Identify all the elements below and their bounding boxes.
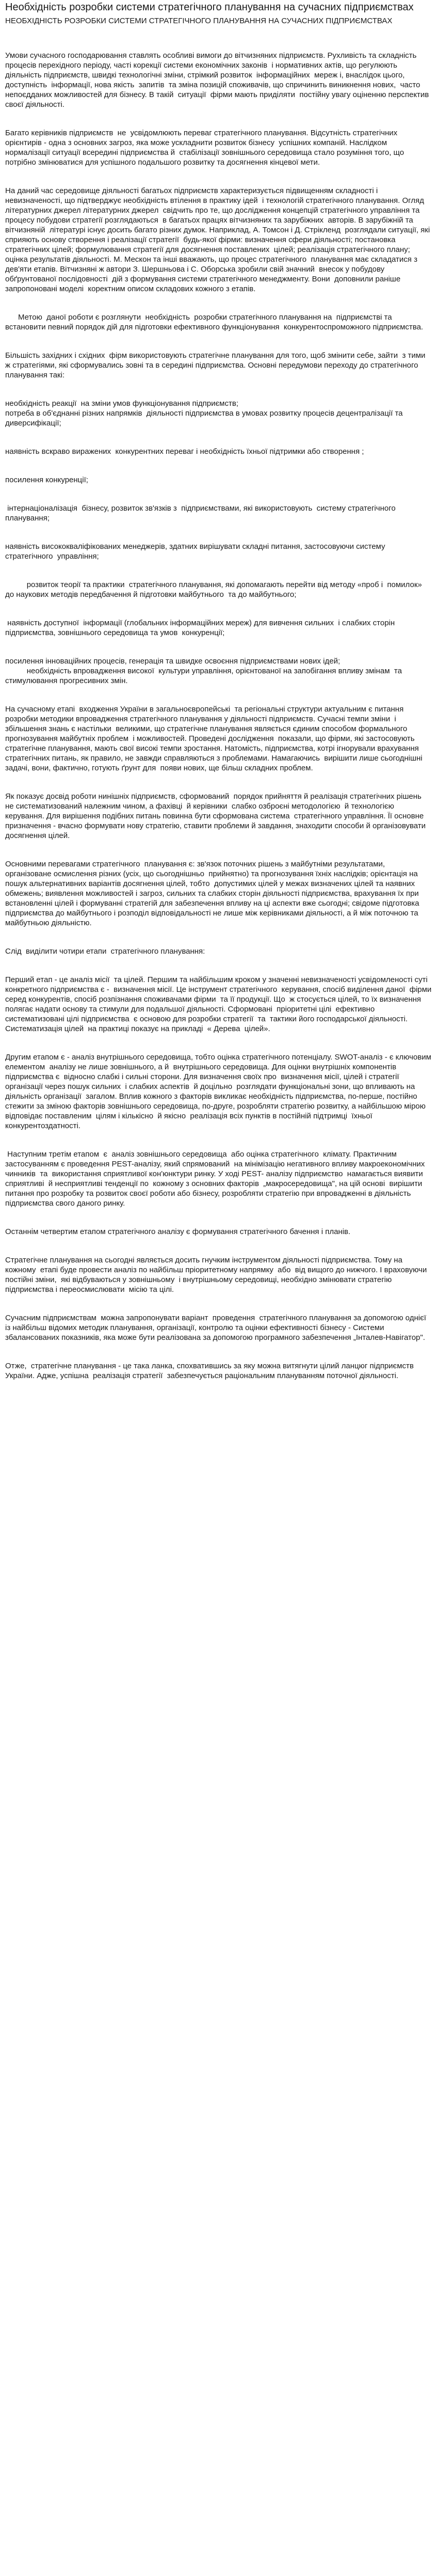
- article-subtitle: НЕОБХІДНІСТЬ РОЗРОБКИ СИСТЕМИ СТРАТЕГІЧНОГО ПЛАНУВАННЯ НА СУЧАСНИХ ПІДПРИЄМСТВАХ: [5, 17, 393, 25]
- paragraph: Другим етапом є - аналіз внутрішнього середовища, тобто оцінка стратегічного потенціалу. SWOT-аналіз - є ключовим елементом аналізу не лише зовнішнього, а й внутрішнього середовища. Для оцінки внутрішніх компонентів підприємства є відносно слабкі і сильні сторони. Для визначення своїх про визначення місії, цілей і стратегії організації через пошук сильних і слабких аспектів й доцільно розглядати функціональні зони, що впливають на діяльність організації загалом. Вплив кожного з факторів викликає необхідність підприємства, по-перше, постійно стежити за зміною факторів зовнішнього середовища, по-друге, розробляти стратегію розвитку, а найбільшою мірою відповідає поставленим цілям і кількісно й якісно реалізація всіх пунктів в постійній підтримці їхньої конкурентоздатності.: [5, 1053, 434, 1130]
- paragraph: Перший етап - це аналіз місії та цілей. Першим та найбільшим кроком у значенні невизначеності усвідомленості суті конкретного підприємства є - визначення місії. Це інструмент стратегічного керування, спосіб виділення даної фірми серед конкурентів, спосіб розпізнання споживачами фірми та її продукції. Що ж стосується цілей, то їх визначення полягає надати основу та стимули для подальшої діяльності. Сформовані пріоритетні цілі ефективно систематизовані цілі підприємства є основою для розробки стратегії та тактики його господарської діяльності. Систематизація цілей на практиці показує на прикладі « Дерева цілей».: [5, 975, 434, 1033]
- article-title: Необхідність розробки системи стратегічного планування на сучасних підприємствах: [5, 2, 414, 13]
- paragraph: Отже, стратегічне планування - це така ланка, спохватившись за яку можна витягнути цілий ланцюг підприємств України. Адже, успішна реалізація стратегії забезпечується раціональним плануванням поточної діяльності.: [5, 1362, 416, 1380]
- paragraph: Умови сучасного господарювання ставлять особливі вимоги до вітчизняних підприємств. Рухливість та складність процесів перехідного періоду, часті корекції системи економічних законів і нормативних актів, що регулюють діяльність підприємств, швидкі технологічні зміни, стрімкий розвиток інформаційних мереж і, внаслідок цього, доступність інформації, нова якість запитів та зміна позицій споживачів, що спричинить виникнення нових, часто непоєдданих можливостей для бізнесу. В такій ситуації фірми мають приділяти постійну увагу оціненню перспектив своєї діяльності.: [5, 51, 431, 109]
- paragraph: На сучасному етапі входження України в загальноєвропейські та регіональні структури актуальним є питання розробки методики впровадження стратегічного планування у діяльності підприємств. Сучасні темпи зміни і збільшення знань є настільки великими, що стратегічне планування являється єдиним способом формального прогнозування майбутніх проблем і можливостей. Проведені дослідження показали, що фірми, які застосовують стратегічне планування, мають свої високі темпи зростання. Натомість, підприємства, котрі ігнорували врахування стратегічних питань, як правило, не завжди справляються з проблемами. Намагаючись вирішити лише сьогоднішні задачі, вони, фактично, готують ґрунт для появи нових, ще більш складних проблем.: [5, 705, 425, 772]
- article-body: [5, 51, 432, 1381]
- paragraph: Більшість західних і східних фірм використовують стратегічне планування для того, щоб змінити себе, зайти з тими ж стратегіями, які сформувались зовні та в середині підприємства. Основні передумови переходу до стратегічного планування такі:: [5, 351, 428, 380]
- paragraph: Основними перевагами стратегічного планування є: зв'язок поточних рішень з майбутніми результатами, організоване осмислення різних (усіх, що сьогоднішньо прийнятно) та прогнозування їхніх наслідків; орієнтація на пошук альтернативних варіантів досягнення цілей, тобто допустимих цілей у межах визначених цілей та наявних обмежень; виявлення можливостей і загроз, сильних та слабких сторін діяльності підприємства, врахування їх при встановленні цілей і формуванні стратегій для забезпечення впливу на ці аспекти вже сьогодні; свідоме підготовка підприємства до майбутнього і розподіл відповідальності не лише між керівниками діяльності, а й між поточною та майбутньою діяльністю.: [5, 860, 422, 927]
- paragraph: необхідність реакції на зміни умов функціонування підприємств; потреба в об'єднанні різних напрямків діяльності підприємства в умовах розвитку процесів децентралізації та диверсифікації;: [5, 399, 403, 428]
- paragraph: посилення конкуренції;: [5, 476, 88, 484]
- paragraph: Останнім четвертим етапом стратегічного аналізу є формування стратегічного бачення і планів.: [5, 1227, 351, 1236]
- paragraph: Наступним третім етапом є аналіз зовнішнього середовища або оцінка стратегічного клімату. Практичним застосуванням є проведення PEST-аналізу, який спрямований на мінімізацію негативного впливу макроекономічних чинників та використання сприятливої кон'юнктури ринку. У ході PEST- аналізу підприємство намагається виявити сприятливі й несприятливі тенденції по кожному з основних факторів „макросередовища", на цій основі вирішити питання про розробку та розвиток своєї роботи або бізнесу, розробляти стратегію при впровадженні в діяльність підприємства свого даного ринку.: [5, 1150, 427, 1208]
- paragraph: Слід виділити чотири етапи стратегічного планування:: [5, 947, 205, 956]
- paragraph: посилення інноваційних процесів, генерація та швидке освоєння підприємствами нових ідей; необхідність впровадження високої культури управління, орієнтованої на запобігання впливу змінам та стимулювання прогресивних змін.: [5, 657, 402, 685]
- paragraph: наявність доступної інформації (глобальних інформаційних мереж) для вивчення сильних і слабких сторін підприємства, зовнішнього середовища та умов конкуренції;: [5, 619, 397, 637]
- paragraph: розвиток теорії та практики стратегічного планування, які допомагають перейти від методу «проб і помилок» до наукових методів передбачення й підготовки майбутнього та до майбутнього;: [5, 580, 424, 599]
- paragraph: Метою даної роботи є розглянути необхідність розробки стратегічного планування на підприємстві та встановити певний порядок дій для підготовки ефективного функціонування конкурентоспроможного підприємства.: [5, 313, 424, 331]
- paragraph: Як показує досвід роботи нинішніх підприємств, сформований порядок прийняття й реалізація стратегічних рішень не систематизований належним чином, а фахівці й керівники слабко озброєні методологією й технологією керування. Для вирішення подібних питань повинна бути сформована система стратегічного управління. Її основне призначення - вчасно формувати нову стратегію, ставити проблеми й завдання, знаходити способи й організовувати досягнення цілей.: [5, 792, 428, 840]
- paragraph: Стратегічне планування на сьогодні являється досить гнучким інструментом діяльності підприємства. Тому на кожному етапі буде провести аналіз по найбільш пріоритетному напрямку або від вищого до нижчого. І враховуючи постійні зміни, які відбуваються у зовнішньому і внутрішньому середовищі, необхідно змінювати стратегію підприємства і переосмислювати місію та цілі.: [5, 1256, 429, 1294]
- paragraph: інтернаціоналізація бізнесу, розвиток зв'язків з підприємствами, які використовують систему стратегічного планування;: [5, 504, 398, 523]
- paragraph: На даний час середовище діяльності багатьох підприємств характеризується підвищенням складності і невизначеності, що підтверджує необхідність втілення в практику ідей і технологій стратегічного планування. Огляд літературних джерел літературних джерел свідчить про те, що дослідження концепцій стратегічного управління та процесу побудови стратегії розглядаються в багатьох працях вітчизняних та зарубіжних авторів. В зарубіжній та вітчизняній літературі існує досить багато різних думок. Наприклад, А. Томсон і Д. Стрікленд розглядали ситуації, які сприяють основу створення і реалізації стратегії будь-якої фірми: визначення сфери діяльності; постановка стратегічних цілей; формулювання стратегії для досягнення поставлених цілей; реалізація стратегічного плану; оцінка результатів діяльності. М. Мескон та інші вважають, що процес стратегічного планування має складатися з дев'яти етапів. Вітчизняні ж автори З. Шершньова і С. Оборська зробили свій значний внесок у побудову обґрунтованої послідовності дій з формування системи стратегічного менеджменту. Вони доповнили раніше запропоновані моделі коректним описом складових кожного з етапів.: [5, 186, 432, 293]
- paragraph: Сучасним підприємствам можна запропонувати варіант проведення стратегічного планування за допомогою однієї із найбільш відомих методик планування, організації, контролю та оцінки ефективності бізнесу - Системи збалансованих показників, яка може бути реалізована за допомогою програмного забезпечення „Інталев-Навігатор".: [5, 1314, 429, 1342]
- paragraph: наявність висококваліфікованих менеджерів, здатних вирішувати складні питання, застосовуючи систему стратегічного управління;: [5, 542, 387, 561]
- paragraph: Багато керівників підприємств не усвідомлюють переваг стратегічного планування. Відсутність стратегічних орієнтирів - одна з основних загроз, яка може ускладнити розвиток бізнесу успішних компаній. Наслідком нормалізації ситуації всередині підприємства й стабілізації зовнішнього середовища стало розуміння того, що потрібно змінюватися для успішного подальшого розвитку та досягнення кінцевої мети.: [5, 129, 407, 167]
- paragraph: наявність вскраво виражених конкурентних переваг і необхідність їхньої підтримки або створення ;: [5, 447, 364, 456]
